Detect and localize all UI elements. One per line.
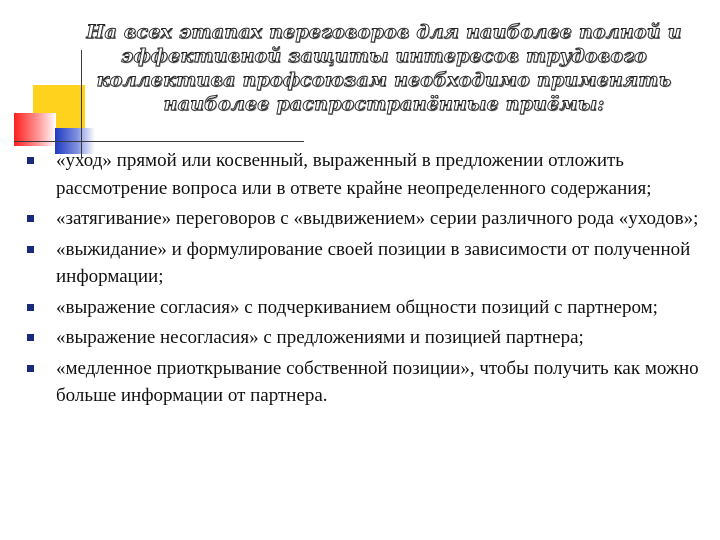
list-item-text: «выражение согласия» с подчеркиванием общности позиций с партнером; [56, 296, 658, 318]
list-item-text: «медленное приоткрывание собственной позиции», чтобы получить как можно больше информации от партнера. [56, 357, 699, 406]
list-item [24, 324, 714, 352]
decorative-horizontal-line [14, 141, 304, 142]
square-bullet-icon [27, 334, 34, 341]
list-item [24, 294, 714, 322]
list-item-text: «выжидание» и формулирование своей позиции в зависимости от полученной информации; [56, 238, 691, 287]
list-item-text: «затягивание» переговоров с «выдвижением» серии различного рода «уходов»; [56, 208, 699, 229]
bullet-list [24, 147, 714, 413]
square-bullet-icon [27, 246, 34, 253]
square-bullet-icon [27, 157, 34, 164]
slide-title: На всех этапах переговоров для наиболее полной и эффективной защиты интересов трудового коллектива профсоюзам необходимо применять наиболее распространённые приёмы: [86, 21, 682, 115]
list-item [24, 355, 714, 410]
list-item [24, 147, 714, 202]
list-item [24, 236, 714, 291]
square-bullet-icon [27, 365, 34, 372]
list-item [24, 205, 714, 233]
list-item-text: «выражение несогласия» с предложениями и позицией партнера; [56, 327, 584, 348]
list-item-text: «уход» прямой или косвенный, выраженный в предложении отложить рассмотрение вопроса или в ответе крайне неопределенного содержания; [56, 150, 652, 199]
square-bullet-icon [27, 304, 34, 311]
square-bullet-icon [27, 215, 34, 222]
